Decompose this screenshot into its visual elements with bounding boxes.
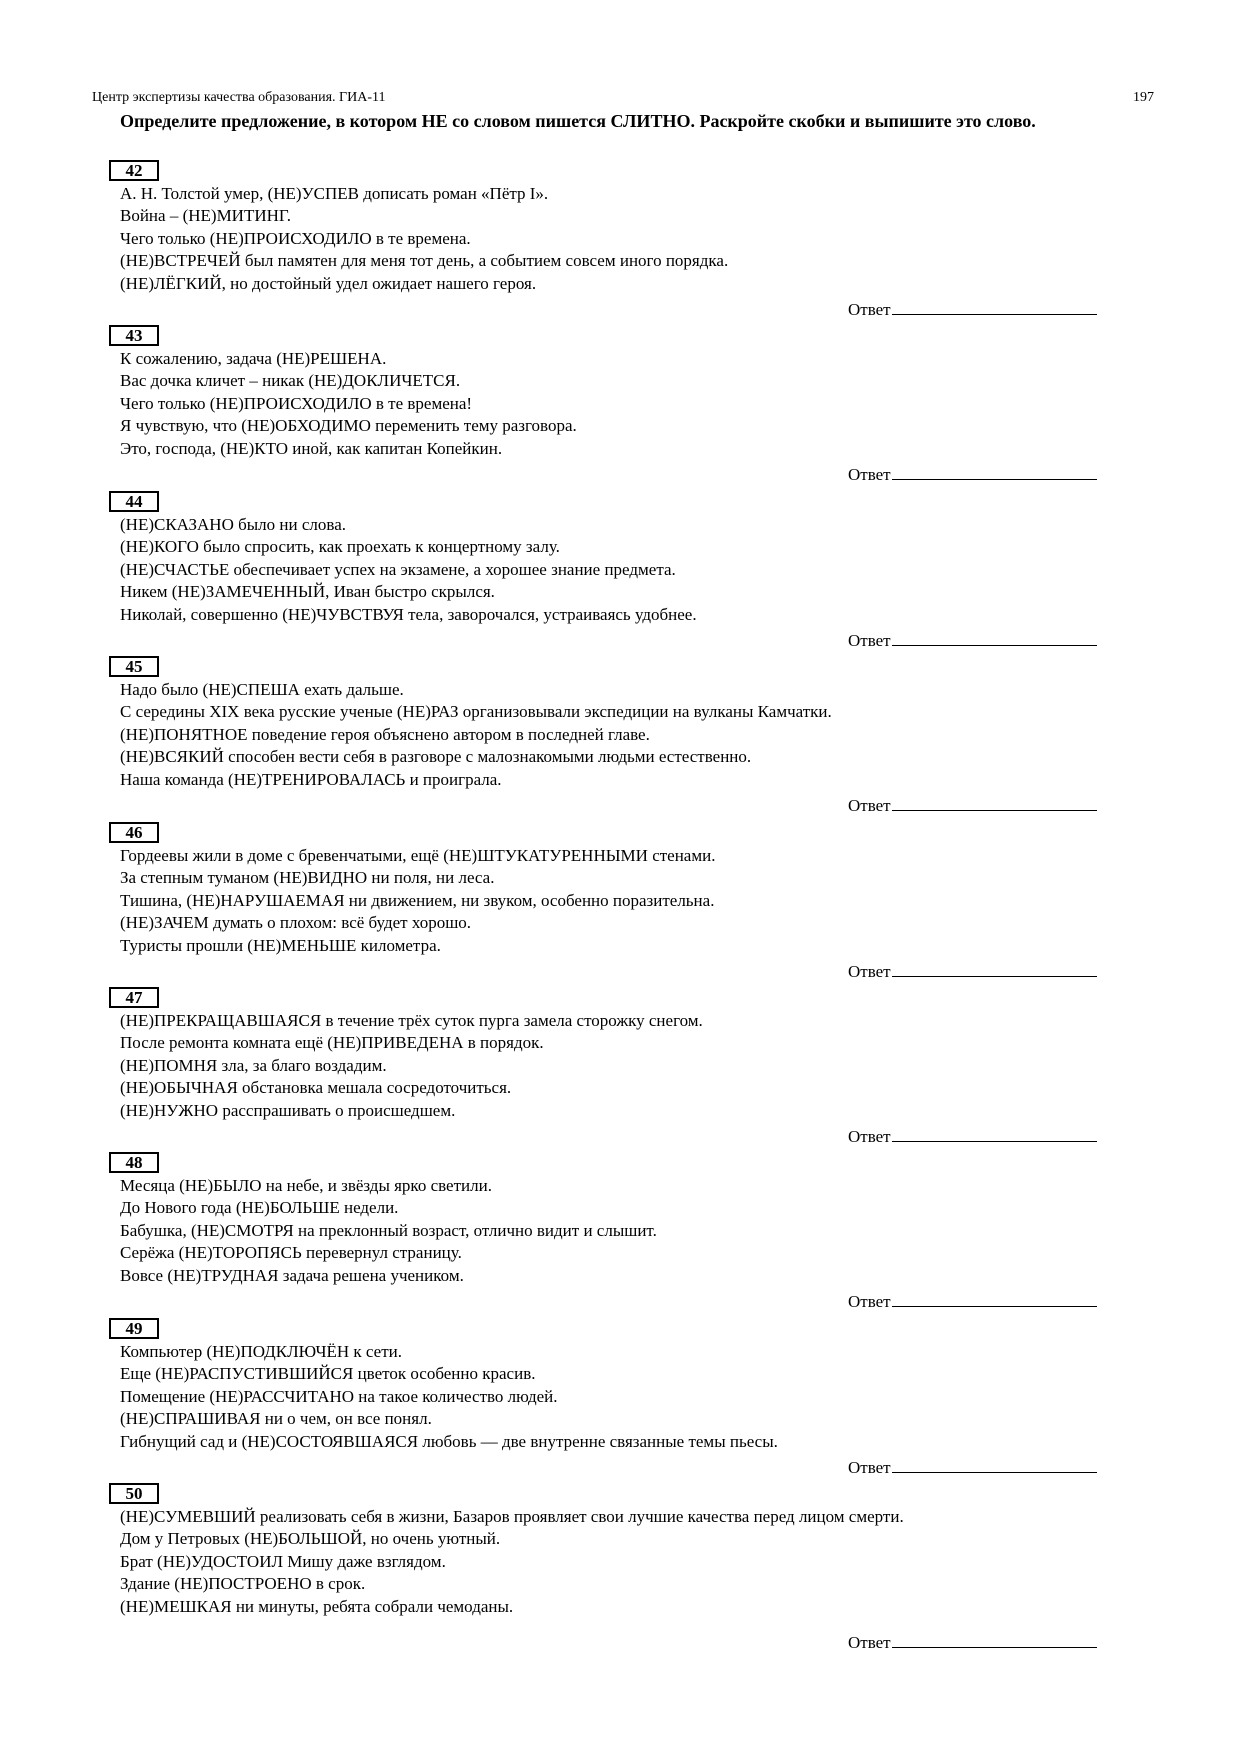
sentence: За степным туманом (НЕ)ВИДНО ни поля, ни леса. [120, 868, 495, 888]
sentence-list [120, 1175, 1120, 1287]
task-number-box: 47 [109, 987, 159, 1008]
sentence: Бабушка, (НЕ)СМОТРЯ на преклонный возраст, отлично видит и слышит. [120, 1220, 657, 1240]
task-number-box: 44 [109, 491, 159, 512]
sentence: Гордеевы жили в доме с бревенчатыми, ещё (НЕ)ШТУКАТУРЕННЫМИ стенами. [120, 846, 716, 865]
sentence: Вас дочка кличет – никак (НЕ)ДОКЛИЧЕТСЯ. [120, 371, 461, 391]
sentence-list [120, 1010, 1120, 1122]
answer-label: Ответ [848, 962, 891, 981]
sentence: Здание (НЕ)ПОСТРОЕНО в срок. [120, 1574, 366, 1594]
sentence-list [120, 679, 1120, 791]
answer-field[interactable] [848, 1630, 1097, 1652]
answer-field[interactable] [848, 297, 1097, 319]
sentence: Еще (НЕ)РАСПУСТИВШИЙСЯ цветок особенно красив. [120, 1364, 536, 1384]
answer-field[interactable] [848, 793, 1097, 815]
sentence: (НЕ)СЧАСТЬЕ обеспечивает успех на экзамене, а хорошее знание предмета. [120, 559, 676, 579]
answer-line[interactable] [892, 462, 1097, 480]
sentence: (НЕ)ПОНЯТНОЕ поведение героя объяснено автором в последней главе. [120, 724, 650, 744]
answer-line[interactable] [892, 1124, 1097, 1142]
answer-field[interactable] [848, 959, 1097, 981]
sentence: Гибнущий сад и (НЕ)СОСТОЯВШАЯСЯ любовь — две внутренне связанные темы пьесы. [120, 1431, 778, 1451]
answer-line[interactable] [892, 959, 1097, 977]
sentence: (НЕ)НУЖНО расспрашивать о происшедшем. [120, 1100, 456, 1120]
answer-line[interactable] [892, 1455, 1097, 1473]
task-number-box: 46 [109, 822, 159, 843]
sentence: Помещение (НЕ)РАССЧИТАНО на такое количество людей. [120, 1386, 558, 1406]
sentence: (НЕ)МЕШКАЯ ни минуты, ребята собрали чемоданы. [120, 1596, 514, 1616]
sentence-list [120, 514, 1120, 626]
sentence: (НЕ)ПРЕКРАЩАВШАЯСЯ в течение трёх суток пурга замела сторожку снегом. [120, 1011, 703, 1030]
answer-label: Ответ [848, 465, 891, 484]
sentence: Никем (НЕ)ЗАМЕЧЕННЫЙ, Иван быстро скрылся. [120, 582, 495, 602]
page-number: 197 [1133, 90, 1154, 105]
answer-label: Ответ [848, 1458, 891, 1477]
sentence: С середины XIX века русские ученые (НЕ)РАЗ организовывали экспедиции на вулканы Камчатки. [120, 702, 832, 722]
answer-line[interactable] [892, 793, 1097, 811]
sentence: А. Н. Толстой умер, (НЕ)УСПЕВ дописать роман «Пётр I». [120, 184, 549, 203]
sentence: Война – (НЕ)МИТИНГ. [120, 206, 292, 226]
sentence: (НЕ)СКАЗАНО было ни слова. [120, 515, 346, 534]
sentence: (НЕ)СУМЕВШИЙ реализовать себя в жизни, Базаров проявляет свои лучшие качества перед лицом смерти. [120, 1507, 904, 1526]
sentence: К сожалению, задача (НЕ)РЕШЕНА. [120, 349, 387, 368]
answer-label: Ответ [848, 1292, 891, 1311]
sentence: Чего только (НЕ)ПРОИСХОДИЛО в те времена. [120, 228, 471, 248]
sentence: Наша команда (НЕ)ТРЕНИРОВАЛАСЬ и проиграла. [120, 769, 502, 789]
sentence: Месяца (НЕ)БЫЛО на небе, и звёзды ярко светили. [120, 1176, 492, 1195]
sentence: (НЕ)ВСТРЕЧЕЙ был памятен для меня тот день, а событием совсем иного порядка. [120, 251, 729, 271]
task-number-box: 50 [109, 1483, 159, 1504]
answer-label: Ответ [848, 631, 891, 650]
task-number-box: 45 [109, 656, 159, 677]
sentence: До Нового года (НЕ)БОЛЬШЕ недели. [120, 1198, 399, 1218]
answer-field[interactable] [848, 628, 1097, 650]
sentence: (НЕ)ОБЫЧНАЯ обстановка мешала сосредоточиться. [120, 1078, 512, 1098]
sentence: Вовсе (НЕ)ТРУДНАЯ задача решена учеником. [120, 1265, 464, 1285]
sentence: Компьютер (НЕ)ПОДКЛЮЧЁН к сети. [120, 1342, 403, 1361]
sentence: Брат (НЕ)УДОСТОИЛ Мишу даже взглядом. [120, 1551, 446, 1571]
sentence: (НЕ)КОГО было спросить, как проехать к концертному залу. [120, 537, 560, 557]
header-source: Центр экспертизы качества образования. ГИА-11 [92, 90, 386, 105]
answer-label: Ответ [848, 796, 891, 815]
task-instruction: Определите предложение, в котором НЕ со словом пишется СЛИТНО. Раскройте скобки и выпишите это слово. [120, 111, 1036, 131]
sentence: Надо было (НЕ)СПЕША ехать дальше. [120, 680, 404, 699]
sentence: (НЕ)ЛЁГКИЙ, но достойный удел ожидает нашего героя. [120, 273, 537, 293]
task-number-box: 48 [109, 1152, 159, 1173]
answer-field[interactable] [848, 462, 1097, 484]
sentence-list [120, 1341, 1120, 1453]
sentence: Николай, совершенно (НЕ)ЧУВСТВУЯ тела, заворочался, устраиваясь удобнее. [120, 604, 697, 624]
task-number-box: 43 [109, 325, 159, 346]
sentence: (НЕ)СПРАШИВАЯ ни о чем, он все понял. [120, 1409, 432, 1429]
answer-label: Ответ [848, 1633, 891, 1652]
sentence-list [120, 1506, 1120, 1618]
answer-line[interactable] [892, 1630, 1097, 1648]
sentence: (НЕ)ПОМНЯ зла, за благо воздадим. [120, 1055, 387, 1075]
task-number-box: 49 [109, 1318, 159, 1339]
sentence-list [120, 348, 1120, 460]
sentence-list [120, 845, 1120, 957]
sentence: Я чувствую, что (НЕ)ОБХОДИМО переменить тему разговора. [120, 416, 577, 436]
task-number-box: 42 [109, 160, 159, 181]
answer-line[interactable] [892, 297, 1097, 315]
answer-field[interactable] [848, 1455, 1097, 1477]
sentence: Туристы прошли (НЕ)МЕНЬШЕ километра. [120, 935, 441, 955]
sentence: (НЕ)ВСЯКИЙ способен вести себя в разговоре с малознакомыми людьми естественно. [120, 747, 752, 767]
sentence: Серёжа (НЕ)ТОРОПЯСЬ перевернул страницу. [120, 1243, 462, 1263]
answer-field[interactable] [848, 1289, 1097, 1311]
answer-line[interactable] [892, 628, 1097, 646]
answer-label: Ответ [848, 1127, 891, 1146]
sentence-list [120, 183, 1120, 295]
sentence: Дом у Петровых (НЕ)БОЛЬШОЙ, но очень уютный. [120, 1529, 501, 1549]
sentence: Тишина, (НЕ)НАРУШАЕМАЯ ни движением, ни звуком, особенно поразительна. [120, 890, 715, 910]
sentence: После ремонта комната ещё (НЕ)ПРИВЕДЕНА в порядок. [120, 1033, 544, 1053]
sentence: (НЕ)ЗАЧЕМ думать о плохом: всё будет хорошо. [120, 913, 472, 933]
answer-line[interactable] [892, 1289, 1097, 1307]
sentence: Чего только (НЕ)ПРОИСХОДИЛО в те времена! [120, 393, 473, 413]
sentence: Это, господа, (НЕ)КТО иной, как капитан Копейкин. [120, 438, 503, 458]
answer-label: Ответ [848, 300, 891, 319]
answer-field[interactable] [848, 1124, 1097, 1146]
